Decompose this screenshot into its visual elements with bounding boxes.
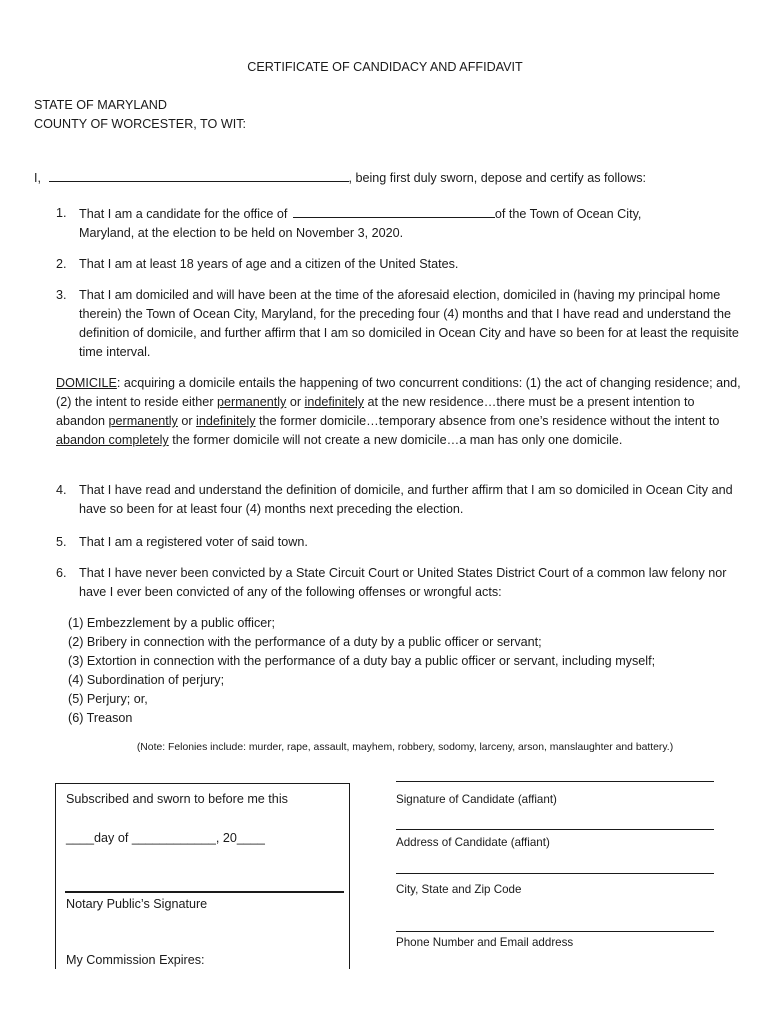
item-1-text-a: That I am a candidate for the office of	[79, 207, 288, 221]
commission-expires-label: My Commission Expires:	[66, 953, 205, 967]
list-item: (1) Embezzlement by a public officer;	[68, 616, 275, 630]
notary-box	[55, 783, 350, 969]
domicile-term: DOMICILE	[56, 376, 117, 390]
list-item: (5) Perjury; or,	[68, 692, 148, 706]
document-title: CERTIFICATE OF CANDIDACY AND AFFIDAVIT	[247, 60, 523, 74]
list-item: (2) Bribery in connection with the performance of a duty by a public officer or servant;	[68, 635, 542, 649]
notary-signature-label: Notary Public’s Signature	[66, 897, 208, 911]
office-field[interactable]	[293, 204, 495, 218]
item-text: That I am a registered voter of said town.	[79, 535, 308, 549]
affiant-statement	[34, 168, 646, 188]
affiant-name-field[interactable]	[49, 168, 349, 182]
list-item: (3) Extortion in connection with the performance of a duty bay a public officer or servant, including myself;	[68, 654, 656, 668]
item-number: 3.	[56, 288, 67, 302]
list-item: (6) Treason	[68, 711, 133, 725]
subscribed-text: Subscribed and sworn to before me this	[66, 792, 288, 806]
phone-email-label: Phone Number and Email address	[396, 936, 574, 949]
item-text: That I have never been convicted by a State Circuit Court or United States District Court of a common law felony nor have I ever been convicted of any of the following offenses or wrongful acts:	[79, 566, 727, 599]
jurisdiction-block	[34, 96, 246, 134]
city-state-zip-line[interactable]	[396, 873, 714, 874]
candidate-signature-label: Signature of Candidate (affiant)	[396, 793, 557, 806]
candidate-signature-line[interactable]	[396, 781, 714, 782]
domicile-definition: DOMICILE: acquiring a domicile entails the happening of two concurrent conditions: (1) the act of changing residence; and, (2) the intent to reside either permanently or indefinitely at the new residence…there must be a present intention to abandon permanently or indefinitely the former domicile…temporary absence from one’s residence without the intent to abandon completely the former domicile will not create a new domicile…a man has only one domicile.	[56, 376, 741, 447]
county-line: COUNTY OF WORCESTER, TO WIT:	[34, 117, 247, 131]
affiant-prefix: I,	[34, 171, 41, 185]
city-state-zip-label: City, State and Zip Code	[396, 883, 522, 896]
item-1-text-c: Maryland, at the election to be held on November 3, 2020.	[79, 226, 404, 240]
list-item: (4) Subordination of perjury;	[68, 673, 225, 687]
address-line[interactable]	[396, 829, 714, 830]
item-number: 2.	[56, 257, 67, 271]
item-number: 6.	[56, 566, 67, 580]
offenses-list	[68, 614, 655, 728]
affiant-suffix: , being first duly sworn, depose and certify as follows:	[348, 171, 646, 185]
item-text: That I have read and understand the definition of domicile, and further affirm that I am so domiciled in Ocean City and have so been for at least four (4) months next preceding the election.	[79, 483, 733, 516]
item-text: That I am at least 18 years of age and a citizen of the United States.	[79, 257, 459, 271]
state-line: STATE OF MARYLAND	[34, 98, 167, 112]
phone-email-line[interactable]	[396, 931, 714, 932]
item-number: 1.	[56, 206, 67, 220]
address-label: Address of Candidate (affiant)	[396, 836, 550, 849]
notary-signature-line[interactable]	[65, 891, 344, 893]
felonies-note: (Note: Felonies include: murder, rape, assault, mayhem, robbery, sodomy, larceny, arson, manslaughter and battery.)	[136, 742, 674, 753]
item-number: 4.	[56, 483, 67, 497]
date-field[interactable]: ____day of ____________, 20____	[66, 831, 265, 845]
item-number: 5.	[56, 535, 67, 549]
item-1-text-b: of the Town of Ocean City,	[494, 207, 642, 221]
item-text: That I am domiciled and will have been at the time of the aforesaid election, domiciled in (having my principal home therein) the Town of Ocean City, Maryland, for the preceding four (4) months and that I have read and understand the definition of domicile, and further affirm that I am so domiciled in Ocean City and have so been for at least the requisite time interval.	[79, 288, 739, 359]
